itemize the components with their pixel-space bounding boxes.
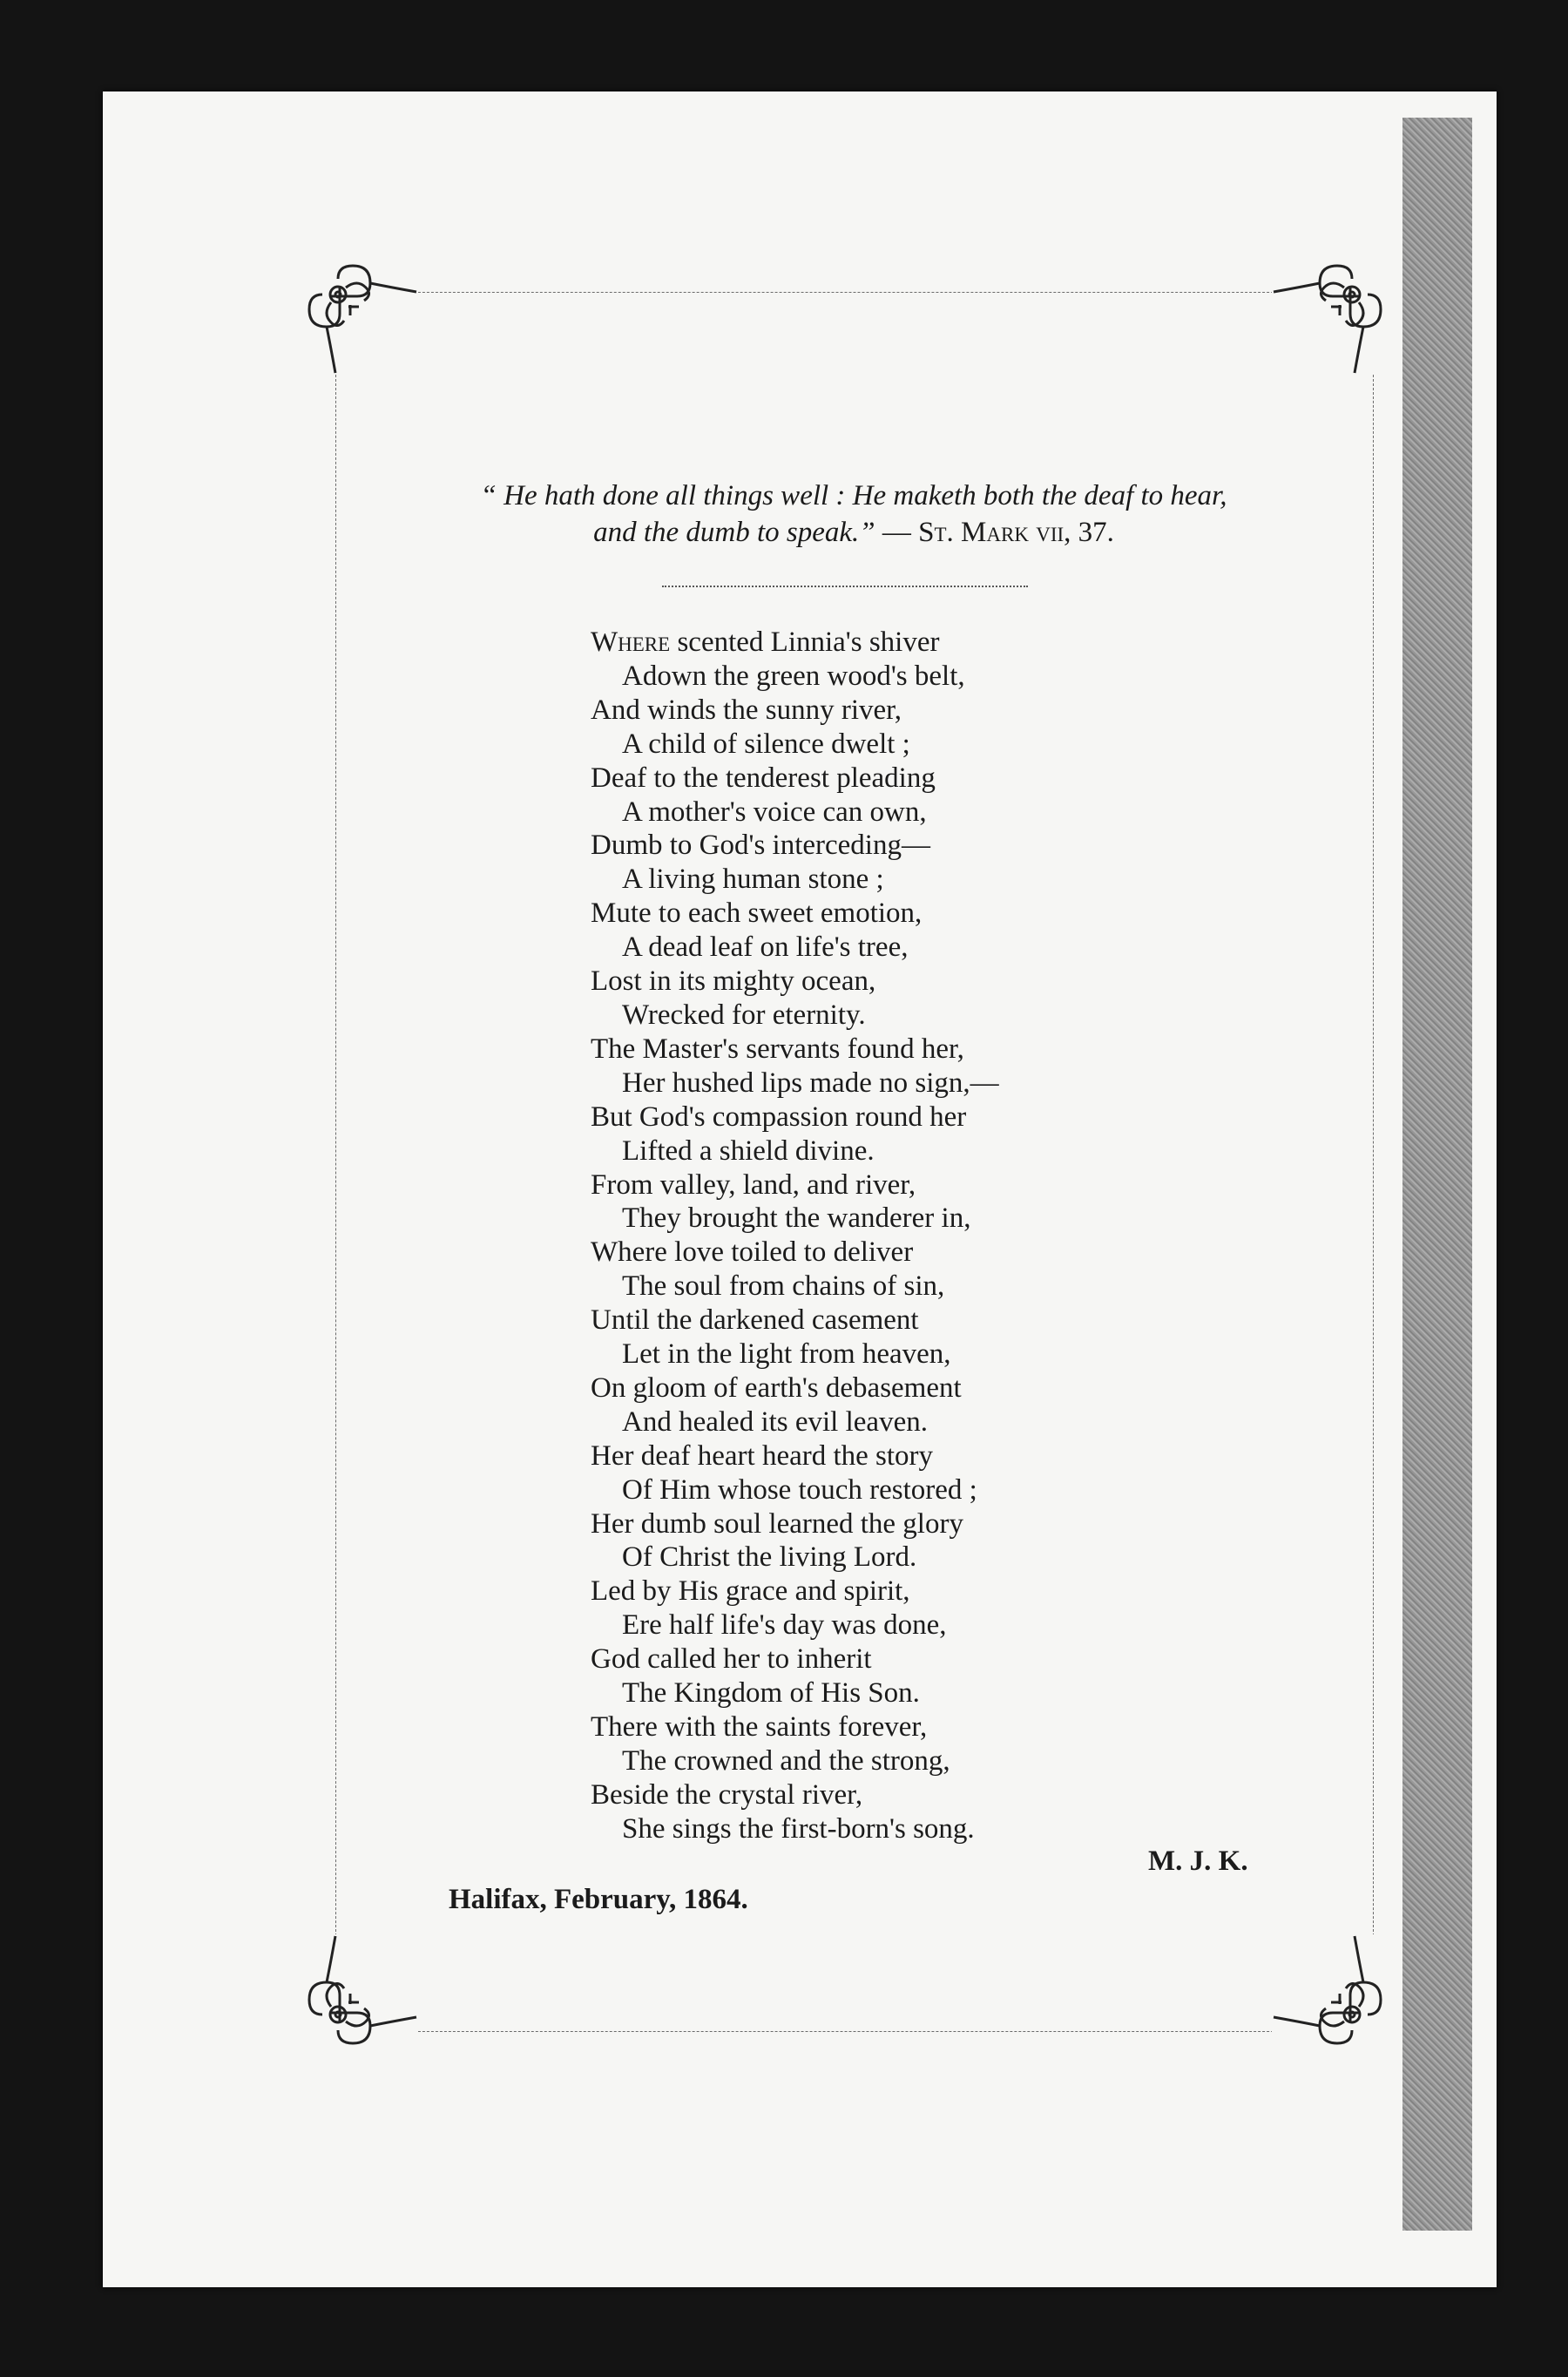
book-spine xyxy=(1402,118,1472,2231)
corner-flourish-icon xyxy=(1272,1934,1385,2048)
poem-line: Her deaf heart heard the story xyxy=(591,1439,934,1472)
poem-line: On gloom of earth's debasement xyxy=(591,1371,962,1404)
author-signature: M. J. K. xyxy=(1148,1845,1248,1877)
section-divider xyxy=(662,586,1028,589)
corner-flourish-icon xyxy=(1272,261,1385,375)
poem-line: Deaf to the tenderest pleading xyxy=(591,762,936,794)
poem-line: Her hushed lips made no sign,— xyxy=(622,1067,999,1099)
epigraph-quote-end: and the dumb to speak.” xyxy=(593,517,875,548)
poem-line: Until the darkened casement xyxy=(591,1304,919,1337)
poem-line: And winds the sunny river, xyxy=(591,694,902,726)
poem-line: The soul from chains of sin, xyxy=(622,1270,945,1303)
poem-line: Her dumb soul learned the glory xyxy=(591,1507,963,1540)
poem-line: Beside the crystal river, xyxy=(591,1778,863,1811)
poem-line: A mother's voice can own, xyxy=(622,796,927,828)
poem-line: The Kingdom of His Son. xyxy=(622,1677,920,1710)
dateline: Halifax, February, 1864. xyxy=(449,1884,748,1915)
poem-line: God called her to inherit xyxy=(591,1643,872,1676)
poem-line: The Master's servants found her, xyxy=(591,1033,964,1065)
poem-line: They brought the wanderer in, xyxy=(622,1202,971,1235)
poem xyxy=(591,626,1200,1846)
poem-line xyxy=(591,626,1200,660)
poem-line: Led by His grace and spirit, xyxy=(591,1575,910,1608)
poem-line: Wrecked for eternity. xyxy=(622,999,866,1031)
poem-line: A dead leaf on life's tree, xyxy=(622,931,909,964)
poem-first-line-rest: scented Linnia's shiver xyxy=(670,626,940,658)
epigraph-reference: — St. Mark vii, 37. xyxy=(875,517,1114,548)
poem-line: Of Christ the living Lord. xyxy=(622,1541,917,1574)
poem-line: Lost in its mighty ocean, xyxy=(591,965,876,998)
poem-line: She sings the first-born's song. xyxy=(622,1812,975,1845)
corner-flourish-icon xyxy=(305,1934,418,2048)
poem-line: Of Him whose touch restored ; xyxy=(622,1473,977,1506)
poem-line: Ere half life's day was done, xyxy=(622,1609,947,1642)
poem-line: Mute to each sweet emotion, xyxy=(591,897,923,930)
poem-initial-word: Where xyxy=(591,626,671,658)
poem-line: Lifted a shield divine. xyxy=(622,1134,875,1167)
poem-line: Where love toiled to deliver xyxy=(591,1236,914,1269)
epigraph-line-1: “ He hath done all things well : He maketh both the deaf to hear, xyxy=(480,480,1227,511)
poem-line: And healed its evil leaven. xyxy=(622,1405,928,1438)
poem-line: But God's compassion round her xyxy=(591,1100,967,1133)
epigraph-line-2 xyxy=(366,514,1342,551)
poem-line: Dumb to God's interceding— xyxy=(591,830,930,862)
poem-line: From valley, land, and river, xyxy=(591,1168,916,1201)
corner-flourish-icon xyxy=(305,261,418,375)
poem-line: The crowned and the strong, xyxy=(622,1744,950,1777)
poem-line: Let in the light from heaven, xyxy=(622,1338,951,1371)
poem-line: Adown the green wood's belt, xyxy=(622,660,965,692)
poem-line: There with the saints forever, xyxy=(591,1711,928,1743)
epigraph xyxy=(366,477,1342,551)
poem-line: A child of silence dwelt ; xyxy=(622,728,910,760)
poem-line: A living human stone ; xyxy=(622,863,884,896)
